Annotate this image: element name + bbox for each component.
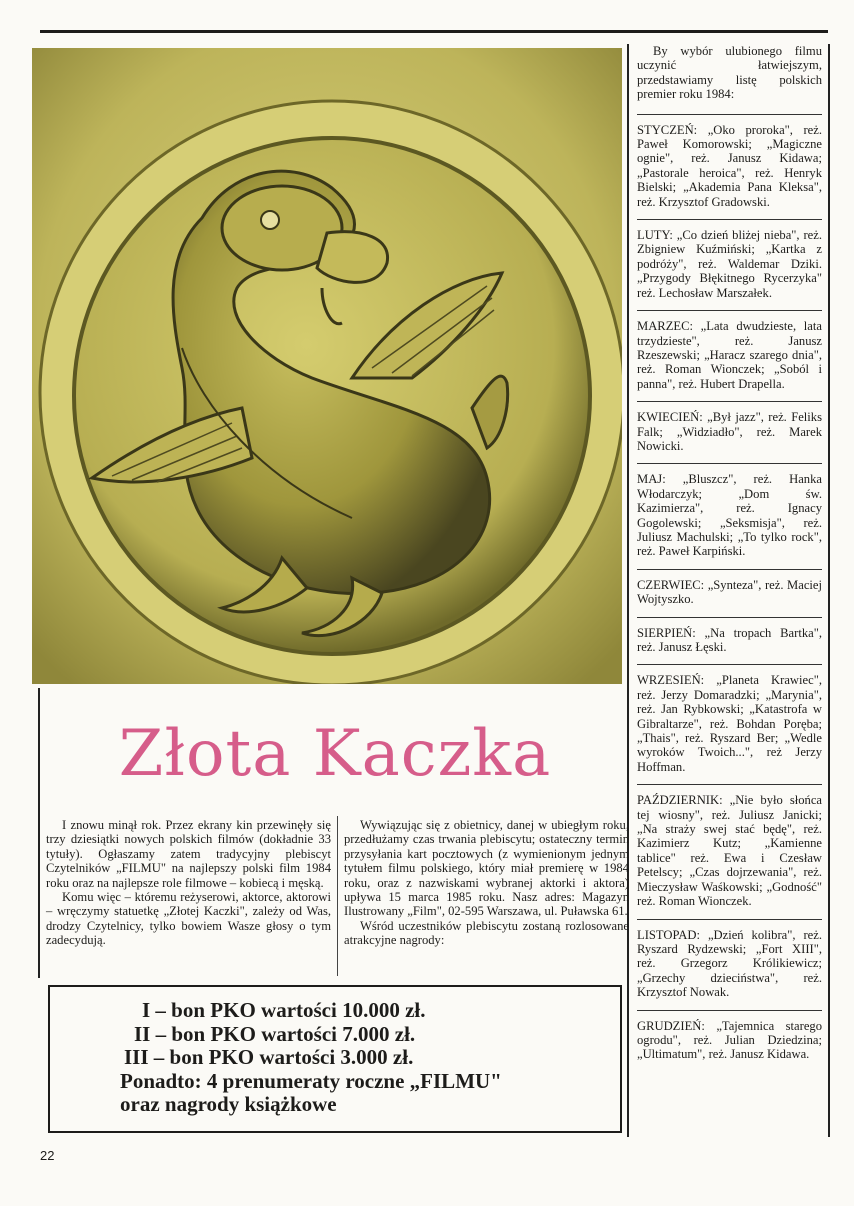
prize-box <box>48 985 622 1133</box>
premieres-intro: By wybór ulubionego filmu uczynić łatwiejszym, przedstawiamy listę polskich premier roku 1984: <box>637 44 822 102</box>
paragraph: I znowu minął rok. Przez ekrany kin przewinęły się trzy dziesiątki nowych polskich filmów (dokładnie 33 tytuły). Ogłaszamy zatem tradycyjny plebiscyt Czytelników „FILMU" na najlepszy polski film 1984 roku oraz na najlepsze role filmowe – kobiecą i męską. <box>46 818 331 890</box>
month-november <box>637 919 822 1000</box>
prize-list <box>120 999 502 1117</box>
month-june <box>637 569 822 607</box>
side-column-left-rule <box>627 44 629 1137</box>
prize-third: III – bon PKO wartości 3.000 zł. <box>124 1045 414 1069</box>
month-text: KWIECIEŃ: „Był jazz", reż. Feliks Falk; „Widziadło", reż. Marek Nowicki. <box>637 410 822 453</box>
column-divider <box>337 816 338 976</box>
month-december <box>637 1010 822 1062</box>
month-april <box>637 401 822 453</box>
top-rule <box>40 30 828 33</box>
paragraph: Wywiązując się z obietnicy, danej w ubiegłym roku, przedłużamy czas trwania plebiscytu; ostateczny termin przysyłania kart pocztowych (z wymienionym jednym tytułem filmu polskiego, który miał premierę w 1984 roku, oraz z nazwiskami wybranej aktorki i aktora) upływa 15 marca 1985 roku. Nasz adres: Magazyn Ilustrowany „Film", 02-595 Warszawa, ul. Puławska 61. <box>344 818 629 919</box>
duck-statuette-photo <box>32 48 622 684</box>
month-text: LUTY: „Co dzień bliżej nieba", reż. Zbigniew Kuźmiński; „Kartka z podróży", reż. Waldemar Dziki. „Przygody Błękitnego Rycerzyka" reż. Lechosław Marszałek. <box>637 228 822 300</box>
month-february <box>637 219 822 300</box>
page-number: 22 <box>40 1148 55 1163</box>
month-text: SIERPIEŃ: „Na tropach Bartka", reż. Janusz Łęski. <box>637 625 822 654</box>
article-column-2 <box>344 818 629 948</box>
prize-subscriptions: Ponadto: 4 prenumeraty roczne „FILMU" <box>120 1068 502 1093</box>
month-text: GRUDZIEŃ: „Tajemnica starego ogrodu", reż. Julian Dziedzina; „Ultimatum", reż. Janusz Kidawa. <box>637 1018 822 1062</box>
month-march <box>637 310 822 391</box>
month-august <box>637 617 822 655</box>
paragraph: Wśród uczestników plebiscytu zostaną rozlosowane atrakcyjne nagrody: <box>344 918 629 948</box>
month-october <box>637 784 822 908</box>
article-column-1 <box>46 818 331 948</box>
month-text: MAJ: „Bluszcz", reż. Hanka Włodarczyk; „Dom św. Kazimierza", reż. Ignacy Gogolewski; „Seksmisja", reż. Juliusz Machulski; „To tylko rock", reż. Paweł Karpiński. <box>637 472 822 559</box>
month-text: PAŹDZIERNIK: „Nie było słońca tej wiosny", reż. Juliusz Janicki; „Na straży swej stać będę", reż. Kazimierz Kutz; „Kamienne tablice" reż. Ewa i Czesław Petelscy; „Czas dojrzewania", reż. Mieczysław Waśkowski; „Godność" reż. Roman Wionczek. <box>637 793 822 909</box>
paragraph: Komu więc – któremu reżyserowi, aktorce, aktorowi – wręczymy statuetkę „Złotej Kaczki", zależy od Was, drodzy Czytelnicy, tylko bowiem Wasze głosy o tym zadecydują. <box>46 890 331 948</box>
side-column-right-rule <box>828 44 830 1137</box>
premieres-list-column <box>637 44 822 1072</box>
prize-books: oraz nagrody książkowe <box>120 1092 337 1116</box>
month-text: LISTOPAD: „Dzień kolibra", reż. Ryszard Rydzewski; „Fort XIII", reż. Grzegorz Królikiewicz; „Grzechy dzieciństwa", reż. Krzysztof Nowak. <box>637 927 822 1000</box>
month-text: CZERWIEC: „Synteza", reż. Maciej Wojtyszko. <box>637 577 822 607</box>
month-january <box>637 114 822 209</box>
month-text: WRZESIEŃ: „Planeta Krawiec", reż. Jerzy Domaradzki; „Marynia", reż. Jan Rybkowski; „Katastrofa w Gibraltarze", reż. Bohdan Poręba; „Thais", reż. Ryszard Ber; „Wedle wyroków Twoich...", reż Jerzy Hoffman. <box>637 673 822 774</box>
prize-second: II – bon PKO wartości 7.000 zł. <box>134 1021 416 1046</box>
month-text: STYCZEŃ: „Oko proroka", reż. Paweł Komorowski; „Magiczne ognie", reż. Janusz Kidawa; „Pastorale heroica", reż. Henryk Bielski; „Akademia Pana Kleksa", reż. Krzysztof Gradowski. <box>637 122 822 209</box>
prize-first: I – bon PKO wartości 10.000 zł. <box>142 998 426 1022</box>
month-september <box>637 664 822 774</box>
month-may <box>637 463 822 558</box>
month-text: MARZEC: „Lata dwudzieste, lata trzydzieste", reż. Janusz Rzeszewski; „Haracz szarego dnia", reż. Roman Wionczek; „Soból i panna", reż. Hubert Drapella. <box>637 319 822 391</box>
article-title: Złota Kaczka <box>118 717 552 791</box>
duck-plaque-illustration <box>32 48 622 684</box>
